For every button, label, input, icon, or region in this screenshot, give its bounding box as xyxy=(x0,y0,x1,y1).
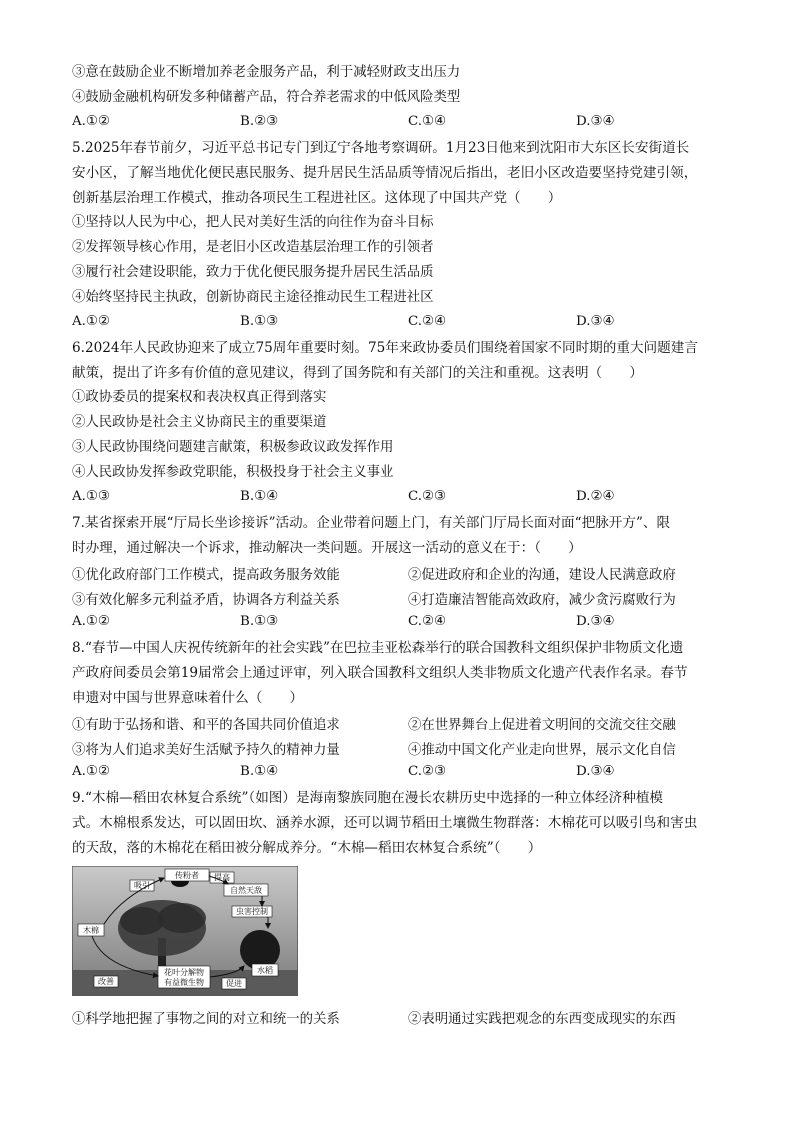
q8-item-2: ②在世界舞台上促进着文明间的交流交往交融 xyxy=(408,718,676,733)
q7-options xyxy=(72,614,732,632)
q9-stem-line-2: 式。木棉根系发达，可以固田坎、涵养水源，还可以调节稻田土壤微生物群落：木棉花可以吸引鸟和害虫 xyxy=(72,815,698,831)
natural-enemy-label: 自然天敌 xyxy=(230,886,262,895)
q8-item-4: ④推动中国文化产业走向世界，展示文化自信 xyxy=(408,743,676,758)
q6-stem-line-1: 6.2024年人民政协迎来了成立75周年重要时刻。75年来政协委员们围绕着国家不同时期的重大问题建言 xyxy=(72,340,698,356)
q5-stem-line-2: 安小区，了解当地优化便民惠民服务、提升居民生活品质等情况后指出，老旧小区改造要坚持党建引领， xyxy=(72,165,698,181)
q6-option-c[interactable]: C.②③ xyxy=(408,489,447,504)
q8-option-a[interactable]: A.①② xyxy=(72,764,110,779)
q5-item-1: ①坚持以人民为中心，把人民对美好生活的向往作为奋斗目标 xyxy=(72,215,434,230)
q6-item-4: ④人民政协发挥参政党职能，积极投身于社会主义事业 xyxy=(72,465,394,480)
figure-svg xyxy=(72,866,298,996)
q5-option-b[interactable]: B.①③ xyxy=(240,314,279,329)
q8-options xyxy=(72,764,732,782)
decomposed-label: 花叶分解物 xyxy=(164,968,204,977)
q7-option-b[interactable]: B.①③ xyxy=(240,614,279,629)
q7-stem-line-1: 7.某省探索开展“厅局长坐诊接诉”活动。企业带着问题上门，有关部门厅局长面对面“把脉开方”、限 xyxy=(72,515,671,531)
enhance-label: 提高 xyxy=(214,873,230,882)
q7-stem-line-2: 时办理，通过解决一个诉求，推动解决一类问题。开展这一活动的意义在于：（ ） xyxy=(72,540,582,556)
q7-option-d[interactable]: D.③④ xyxy=(576,614,615,629)
q6-stem-line-2: 献策，提出了许多有价值的意见建议，得到了国务院和有关部门的关注和重视。这表明（ ） xyxy=(72,365,643,381)
pest-control-label: 虫害控制 xyxy=(236,907,268,916)
q8-option-c[interactable]: C.②③ xyxy=(408,764,447,779)
q8-stem-line-2: 产政府间委员会第19届常会上通过评审，列入联合国教科文组织人类非物质文化遗产代表作名录。春节 xyxy=(72,665,688,681)
q8-stem-line-1: 8.“春节—中国人庆祝传统新年的社会实践”在巴拉圭亚松森举行的联合国教科文组织保护非物质文化遗 xyxy=(72,640,684,656)
q5-option-d[interactable]: D.③④ xyxy=(576,314,615,329)
q7-option-a[interactable]: A.①② xyxy=(72,614,110,629)
q6-item-1: ①政协委员的提案权和表决权真正得到落实 xyxy=(72,390,327,405)
q8-option-b[interactable]: B.①④ xyxy=(240,764,279,779)
kapok-label: 木棉 xyxy=(83,926,99,935)
q6-option-a[interactable]: A.①③ xyxy=(72,489,110,504)
q7-item-2: ②促进政府和企业的沟通，建设人民满意政府 xyxy=(408,568,676,583)
q4-option-d[interactable]: D.③④ xyxy=(576,114,615,129)
q5-option-a[interactable]: A.①② xyxy=(72,314,110,329)
q6-option-b[interactable]: B.①④ xyxy=(240,489,279,504)
q7-item-1: ①优化政府部门工作模式，提高政务服务效能 xyxy=(72,568,340,583)
q5-item-4: ④始终坚持民主执政，创新协商民主途径推动民生工程进社区 xyxy=(72,290,434,305)
attract-label: 吸引 xyxy=(134,881,150,890)
q5-options xyxy=(72,314,732,332)
improve-label: 改善 xyxy=(98,977,114,986)
q5-item-3: ③履行社会建设职能，致力于优化便民服务提升居民生活品质 xyxy=(72,265,434,280)
q8-stem-line-3: 申遗对中国与世界意味着什么（ ） xyxy=(72,690,304,706)
promote-label: 促进 xyxy=(226,979,242,988)
q7-item-3: ③有效化解多元利益矛盾，协调各方利益关系 xyxy=(72,593,340,608)
q4-options xyxy=(72,114,732,132)
kapok-rice-system-figure xyxy=(72,866,298,996)
q9-item-1: ①科学地把握了事物之间的对立和统一的关系 xyxy=(72,1012,340,1027)
q5-stem-line-3: 创新基层治理工作模式，推动各项民生工程进社区。这体现了中国共产党（ ） xyxy=(72,190,562,206)
q4-option-c[interactable]: C.①④ xyxy=(408,114,447,129)
q4-item-3: ③意在鼓励企业不断增加养老金服务产品，利于减轻财政支出压力 xyxy=(72,65,461,80)
q6-options xyxy=(72,489,732,507)
q9-stem-line-3: 的天敌，落的木棉花在稻田被分解成养分。“木棉—稻田农林复合系统”（ ） xyxy=(72,840,542,856)
q5-stem-line-1: 5.2025年春节前夕，习近平总书记专门到辽宁各地考察调研。1月23日他来到沈阳市大东区长安街道长 xyxy=(72,140,690,156)
q4-option-b[interactable]: B.②③ xyxy=(240,114,279,129)
q8-option-d[interactable]: D.③④ xyxy=(576,764,615,779)
q4-option-a[interactable]: A.①② xyxy=(72,114,110,129)
q7-option-c[interactable]: C.②④ xyxy=(408,614,447,629)
q8-item-1: ①有助于弘扬和谐、和平的各国共同价值追求 xyxy=(72,718,340,733)
rice-label: 水稻 xyxy=(257,966,273,975)
q6-item-3: ③人民政协围绕问题建言献策，积极参政议政发挥作用 xyxy=(72,440,394,455)
q8-item-3: ③将为人们追求美好生活赋予持久的精神力量 xyxy=(72,743,340,758)
q5-option-c[interactable]: C.②④ xyxy=(408,314,447,329)
microbes-label: 有益微生物 xyxy=(164,978,204,987)
q6-item-2: ②人民政协是社会主义协商民主的重要渠道 xyxy=(72,415,327,430)
q7-item-4: ④打造廉洁智能高效政府，减少贪污腐败行为 xyxy=(408,593,676,608)
q9-item-2: ②表明通过实践把观念的东西变成现实的东西 xyxy=(408,1012,676,1027)
q4-item-4: ④鼓励金融机构研发多种储蓄产品，符合养老需求的中低风险类型 xyxy=(72,90,461,105)
pollinator-label: 传粉者 xyxy=(175,871,199,880)
q6-option-d[interactable]: D.②④ xyxy=(576,489,615,504)
q9-stem-line-1: 9.“木棉—稻田农林复合系统”（如图）是海南黎族同胞在漫长农耕历史中选择的一种立体经济种植模 xyxy=(72,790,664,806)
q5-item-2: ②发挥领导核心作用，是老旧小区改造基层治理工作的引领者 xyxy=(72,240,434,255)
